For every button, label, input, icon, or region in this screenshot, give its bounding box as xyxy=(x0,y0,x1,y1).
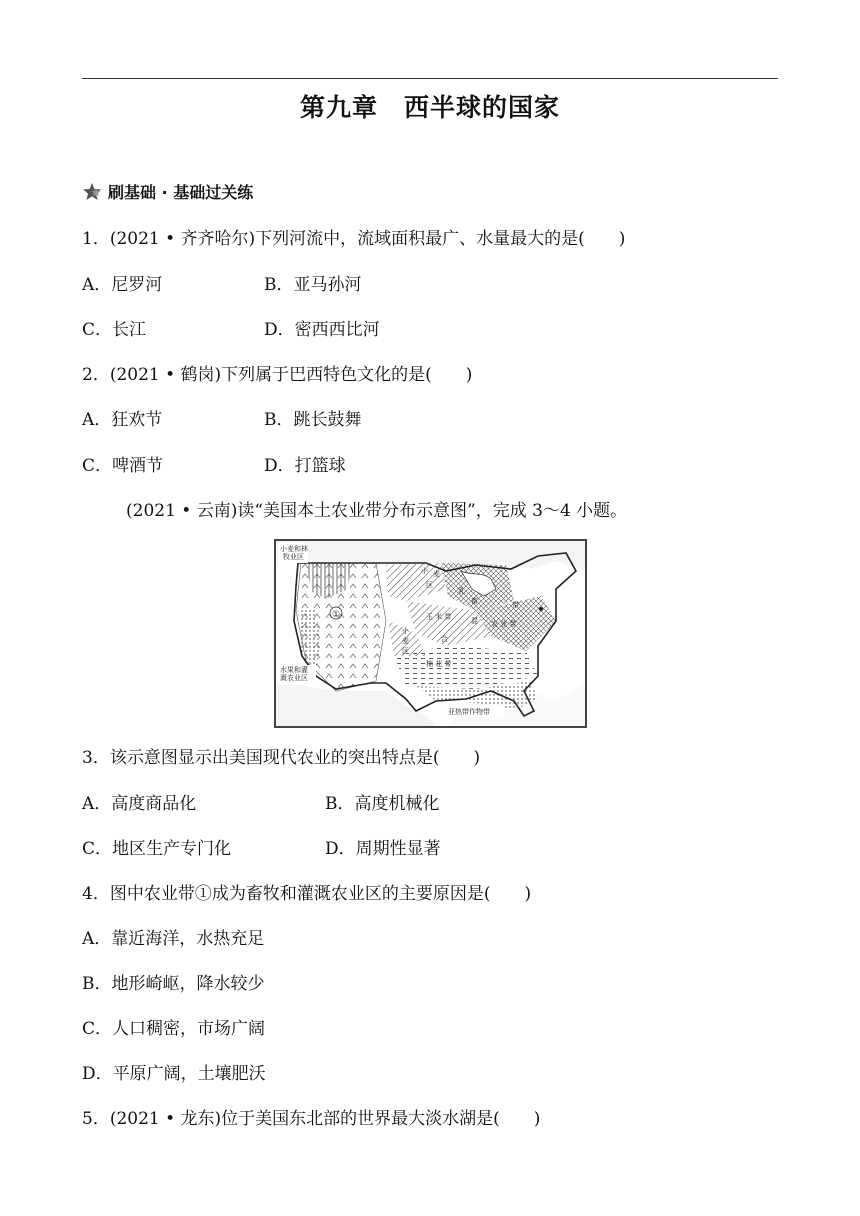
question-1-option-a: A．尼罗河 xyxy=(82,275,163,295)
question-4-option-c: C．人口稠密，市场广阔 xyxy=(82,1019,266,1039)
svg-text:区: 区 xyxy=(402,647,409,655)
svg-text:小: 小 xyxy=(421,567,428,575)
question-3-option-a: A．高度商品化 xyxy=(82,794,197,814)
question-3-option-b: B．高度机械化 xyxy=(325,794,440,814)
map-label-wheat-forest: 小麦和林牧业区 xyxy=(280,545,308,561)
question-4-option-b: B．地形崎岖，降水较少 xyxy=(82,974,265,994)
section-heading xyxy=(82,180,253,203)
question-1-option-c: C．长江 xyxy=(82,320,147,340)
svg-text:合: 合 xyxy=(441,635,448,643)
questions-3-4-intro: (2021 • 云南)读“美国本土农业带分布示意图”，完成 3～4 小题。 xyxy=(126,501,628,521)
svg-text:混: 混 xyxy=(471,617,478,625)
question-2-option-c: C．啤酒节 xyxy=(82,456,164,476)
section-heading-label: 刷基础 · 基础过关练 xyxy=(108,183,254,202)
question-1-option-b: B．亚马孙河 xyxy=(264,275,362,295)
us-agriculture-map xyxy=(274,539,587,728)
question-3-option-c: C．地区生产专门化 xyxy=(82,839,232,859)
svg-text:区: 区 xyxy=(426,581,433,589)
svg-text:麦: 麦 xyxy=(402,637,409,645)
map-label-marker-1: ① xyxy=(332,610,341,620)
question-1-text: 1．(2021 • 齐齐哈尔)下列河流中，流域面积最广、水量最大的是( ) xyxy=(82,229,626,249)
top-rule xyxy=(82,78,778,79)
map-label-subtropical: 亚热带作物带 xyxy=(448,708,490,716)
svg-text:带: 带 xyxy=(512,601,519,609)
svg-text:农 业 带: 农 业 带 xyxy=(491,620,517,628)
svg-text:棉 花 带: 棉 花 带 xyxy=(426,660,452,668)
question-2-option-a: A．狂欢节 xyxy=(82,410,163,430)
question-4-option-a: A．靠近海洋，水热充足 xyxy=(82,929,265,949)
svg-text:小: 小 xyxy=(402,627,409,635)
svg-text:乳: 乳 xyxy=(458,587,465,595)
question-2-option-d: D．打篮球 xyxy=(264,456,346,476)
question-5-text: 5．(2021 • 龙东)位于美国东北部的世界最大淡水湖是( ) xyxy=(82,1109,541,1129)
svg-text:麦: 麦 xyxy=(433,570,440,578)
question-3-option-d: D．周期性显著 xyxy=(325,839,441,859)
question-2-text: 2．(2021 • 鹤岗)下列属于巴西特色文化的是( ) xyxy=(82,365,473,385)
svg-text:畜: 畜 xyxy=(471,597,478,605)
question-1-option-d: D．密西西比河 xyxy=(264,320,380,340)
svg-text:玉 米 带: 玉 米 带 xyxy=(426,613,452,621)
question-4-text: 4．图中农业带①成为畜牧和灌溉农业区的主要原因是( ) xyxy=(82,884,532,904)
question-4-option-d: D．平原广阔，土壤肥沃 xyxy=(82,1064,266,1084)
page-title: 第九章 西半球的国家 xyxy=(299,93,560,122)
map-drawing xyxy=(276,541,585,726)
star-icon xyxy=(82,181,104,203)
map-label-fruit-irrigation: 水果和灌溉农业区 xyxy=(280,666,308,682)
question-2-option-b: B．跳长鼓舞 xyxy=(264,410,362,430)
question-3-text: 3．该示意图显示出美国现代农业的突出特点是( ) xyxy=(82,748,481,768)
